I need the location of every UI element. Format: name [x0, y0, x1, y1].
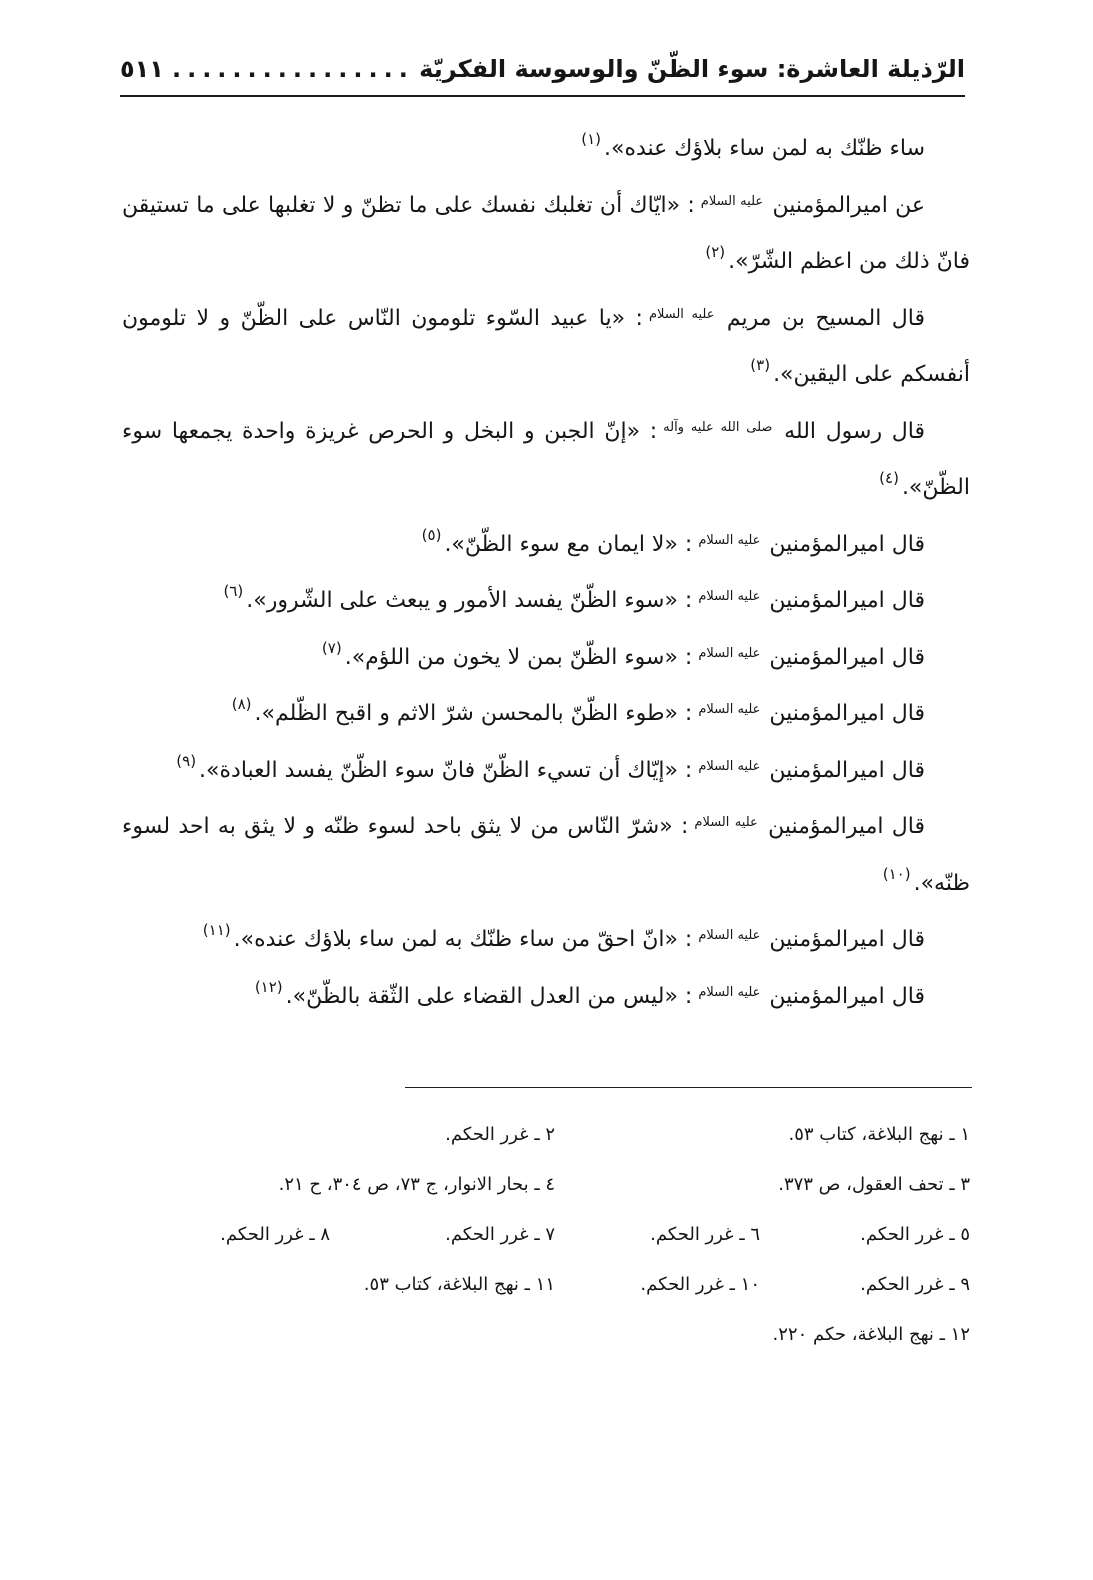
hadith-paragraph	[122, 178, 970, 291]
footnote-separator	[405, 1087, 972, 1088]
quote-text: : «يا عبيد السّوء تلومون النّاس على الظّنّ و لا تلومون أنفسكم على اليقين».	[122, 305, 970, 387]
footnote-marker: (٦)	[223, 582, 244, 600]
footnote-item: ١١ ـ نهج البلاغة، كتاب ٥٣.	[363, 1274, 555, 1295]
footnotes	[122, 1110, 970, 1360]
speaker-attribution: قال اميرالمؤمنين	[769, 701, 925, 726]
speaker-attribution: قال اميرالمؤمنين	[769, 983, 925, 1009]
speaker-attribution: قال اميرالمؤمنين	[769, 588, 925, 613]
quote-text: : «لا ايمان مع سوء الظّنّ».	[444, 531, 693, 557]
quote-text: : «ايّاك أن تغلبك نفسك على ما تظنّ و لا تغلبها على ما تستيقن فانّ ذلك من اعظم الشّرّ».	[122, 192, 970, 274]
quote-text: : «سوء الظّنّ بمن لا يخون من اللؤم».	[344, 644, 693, 670]
quote-text: : «ليس من العدل القضاء على الثّقة بالظّنّ».	[285, 983, 693, 1009]
hadith-paragraph	[122, 799, 970, 912]
quote-text: : «شرّ النّاس من لا يثق باحد لسوء ظنّه و لا يثق به احد لسوء ظنّه».	[122, 814, 970, 896]
footnote-marker: (١١)	[202, 921, 231, 939]
chapter-title: الرّذيلة العاشرة: سوء الظّنّ والوسوسة الفكريّة	[419, 54, 965, 83]
footnote-item: ٤ ـ بحار الانوار، ج ٧٣، ص ٣٠٤، ح ٢١.	[278, 1174, 555, 1195]
running-header	[120, 42, 965, 97]
honorific-ligature: عليه السلام	[694, 815, 758, 830]
quote-text: : «طوء الظّنّ بالمحسن شرّ الاثم و اقبح الظّلم».	[254, 701, 693, 726]
footnote-item: ٢ ـ غرر الحكم.	[445, 1124, 555, 1145]
footnote-marker: (٩)	[176, 751, 197, 770]
hadith-paragraph	[122, 573, 970, 630]
honorific-ligature: عليه السلام	[700, 193, 764, 209]
footnote-item: ١ ـ نهج البلاغة، كتاب ٥٣.	[788, 1124, 970, 1145]
honorific-ligature: عليه السلام	[698, 645, 761, 661]
quote-text: : «إنّ الجبن و البخل و الحرص غريزة واحدة يجمعها سوء الظّنّ».	[122, 418, 970, 500]
hadith-paragraph	[122, 404, 970, 517]
footnote-marker: (٤)	[879, 469, 899, 487]
speaker-attribution: قال اميرالمؤمنين	[769, 644, 925, 670]
hadith-paragraph	[122, 743, 970, 800]
footnote-marker: (٧)	[321, 638, 342, 657]
footnote-marker: (١)	[581, 130, 601, 148]
continued-paragraph	[122, 121, 970, 178]
dot-leader: ................	[171, 54, 414, 83]
speaker-attribution: قال اميرالمؤمنين	[769, 531, 925, 557]
footnote-item: ٨ ـ غرر الحكم.	[220, 1224, 330, 1245]
honorific-ligature: عليه السلام	[648, 306, 715, 322]
hadith-paragraph	[122, 912, 970, 969]
footnote-item: ١٢ ـ نهج البلاغة، حكم ٢٢٠.	[772, 1324, 970, 1345]
hadith-paragraph	[122, 969, 970, 1026]
speaker-attribution: قال المسيح بن مريم	[726, 305, 925, 331]
main-text	[122, 121, 970, 1025]
footnote-item: ٩ ـ غرر الحكم.	[860, 1274, 970, 1295]
book-page	[0, 42, 1093, 1580]
speaker-attribution: عن اميرالمؤمنين	[772, 192, 926, 218]
honorific-ligature: عليه السلام	[698, 928, 761, 943]
quote-text: : «إيّاك أن تسيء الظّنّ فانّ سوء الظّنّ يفسد العبادة».	[199, 757, 693, 783]
honorific-ligature: عليه السلام	[698, 984, 761, 1000]
hadith-paragraph	[122, 630, 970, 687]
footnote-marker: (١٢)	[254, 977, 283, 996]
footnote-item: ٣ ـ تحف العقول، ص ٣٧٣.	[778, 1174, 970, 1195]
honorific-ligature: صلى الله عليه وآله	[663, 419, 773, 435]
footnote-item: ٦ ـ غرر الحكم.	[650, 1224, 760, 1245]
footnote-item: ٥ ـ غرر الحكم.	[860, 1224, 970, 1245]
speaker-attribution: قال رسول الله	[784, 418, 925, 444]
hadith-paragraph	[122, 517, 970, 574]
honorific-ligature: عليه السلام	[698, 589, 761, 604]
honorific-ligature: عليه السلام	[698, 758, 761, 774]
footnote-marker: (٥)	[421, 525, 442, 544]
quote-text: : «انّ احقّ من ساء ظنّك به لمن ساء بلاؤك عنده».	[233, 927, 693, 952]
footnote-item: ١٠ ـ غرر الحكم.	[640, 1274, 760, 1295]
honorific-ligature: عليه السلام	[698, 532, 761, 548]
speaker-attribution: قال اميرالمؤمنين	[769, 927, 925, 952]
hadith-paragraph	[122, 686, 970, 743]
footnote-marker: (٣)	[750, 356, 771, 374]
speaker-attribution: قال اميرالمؤمنين	[768, 814, 925, 839]
hadith-paragraph	[122, 291, 970, 404]
footnote-item: ٧ ـ غرر الحكم.	[445, 1224, 555, 1245]
page-number: ٥١١	[120, 54, 164, 83]
footnote-marker: (٨)	[231, 695, 252, 713]
speaker-attribution: قال اميرالمؤمنين	[769, 757, 925, 783]
quote-text: ساء ظنّك به لمن ساء بلاؤك عنده».	[604, 136, 925, 161]
footnote-marker: (٢)	[705, 243, 726, 261]
footnote-marker: (١٠)	[882, 864, 911, 883]
quote-text: : «سوء الظّنّ يفسد الأمور و يبعث على الشّرور».	[246, 588, 693, 613]
honorific-ligature: عليه السلام	[698, 702, 761, 717]
